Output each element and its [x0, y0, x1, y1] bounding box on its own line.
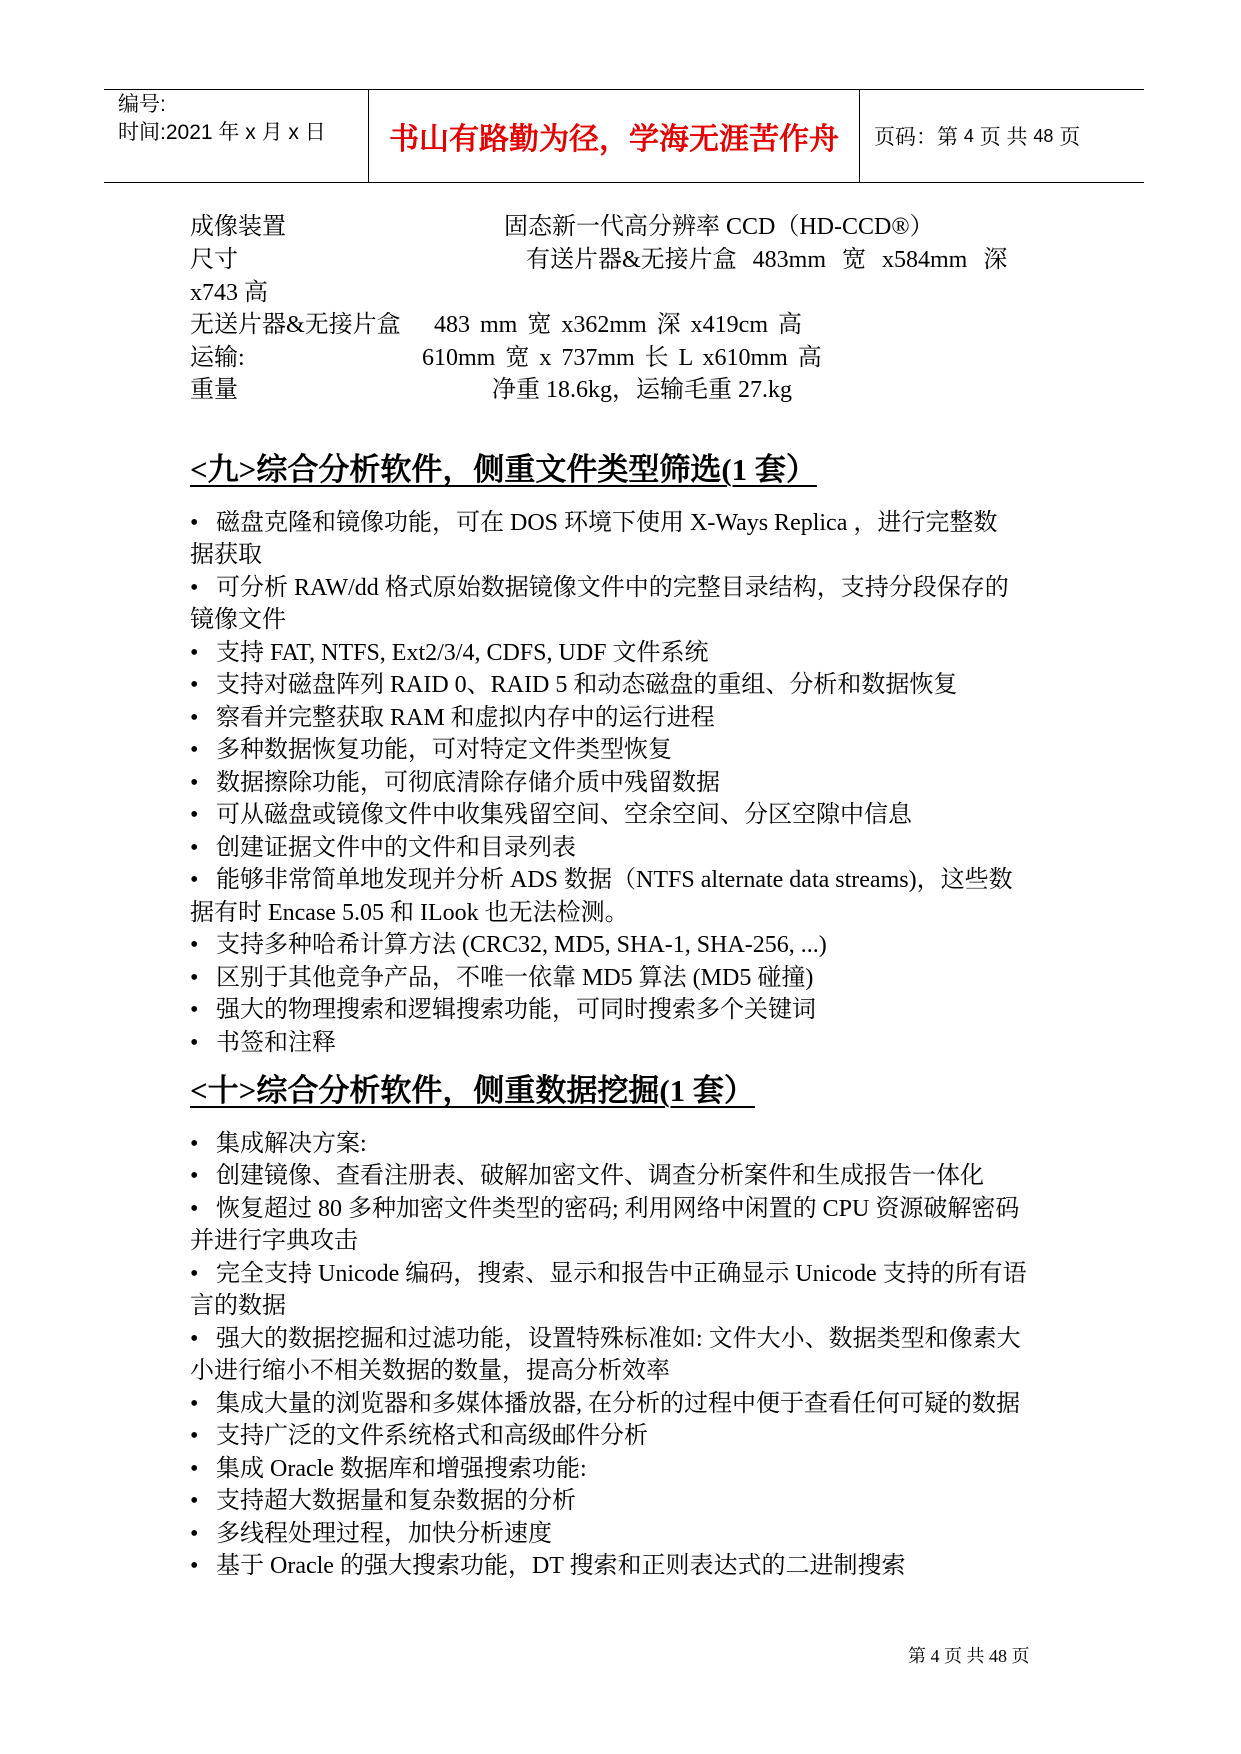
document-time [118, 119, 326, 147]
spec-row [190, 310, 802, 340]
list-item [190, 930, 827, 960]
bullet: • [190, 1553, 199, 1579]
bullet: • [190, 835, 199, 861]
spec-label: 尺寸 [190, 247, 238, 273]
list-item [190, 573, 1009, 603]
spec-row [190, 212, 934, 242]
list-item [190, 703, 715, 733]
bullet: • [190, 640, 199, 666]
list-item [190, 1129, 367, 1159]
list-item [190, 1194, 1019, 1224]
spec-label: 运输: [190, 345, 245, 371]
bullet: • [190, 965, 199, 991]
spec-row [190, 245, 1008, 275]
list-item [190, 1454, 587, 1484]
header-motto: 书山有路勤为径，学海无涯苦作舟 [389, 123, 839, 156]
list-item-text: 察看并完整获取 RAM 和虚拟内存中的运行进程 [216, 705, 715, 731]
bullet: • [190, 997, 199, 1023]
spec-value: x743 高 [190, 280, 268, 306]
bullet: • [190, 1261, 199, 1287]
list-item-text: 支持对磁盘阵列 RAID 0、RAID 5 和动态磁盘的重组、分析和数据恢复 [216, 672, 958, 698]
list-item [190, 1028, 336, 1058]
time-label: 时间: [118, 121, 166, 144]
list-item-text: 支持多种哈希计算方法 (CRC32, MD5, SHA-1, SHA-256, ...) [216, 932, 827, 958]
bullet: • [190, 770, 199, 796]
list-item-text: 强大的数据挖掘和过滤功能，设置特殊标准如: 文件大小、数据类型和像素大 [216, 1326, 1021, 1352]
list-item-text: 多种数据恢复功能，可对特定文件类型恢复 [216, 737, 672, 763]
list-item-text: 多线程处理过程，加快分析速度 [216, 1521, 552, 1547]
list-item-text: 创建镜像、查看注册表、破解加密文件、调查分析案件和生成报告一体化 [216, 1163, 984, 1189]
bullet: • [190, 1030, 199, 1056]
section-9-heading: <九>综合分析软件，侧重文件类型筛选(1 套） [190, 452, 817, 487]
time-value: 2021 年 x 月 x 日 [165, 121, 326, 144]
list-item [190, 1161, 984, 1191]
list-item-text: 集成大量的浏览器和多媒体播放器, 在分析的过程中便于查看任何可疑的数据 [216, 1391, 1020, 1417]
list-item [190, 1389, 1020, 1419]
bullet: • [190, 672, 199, 698]
bullet: • [190, 1488, 199, 1514]
list-item-text: 集成解决方案: [216, 1131, 367, 1157]
bullet: • [190, 1326, 199, 1352]
list-item-text: 书签和注释 [216, 1030, 336, 1056]
bullet: • [190, 1456, 199, 1482]
list-item-continuation: 据有时 Encase 5.05 和 ILook 也无法检测。 [190, 900, 629, 926]
list-item [190, 1519, 552, 1549]
list-item-text: 能够非常简单地发现并分析 ADS 数据（NTFS alternate data streams)，这些数 [216, 867, 1013, 893]
bullet: • [190, 1163, 199, 1189]
bullet: • [190, 575, 199, 601]
page-prefix: 页码：第 [874, 126, 958, 149]
page-number: 4 [963, 125, 974, 146]
bullet: • [190, 802, 199, 828]
list-item [190, 735, 672, 765]
list-item-continuation: 言的数据 [190, 1293, 286, 1319]
list-item-text: 基于 Oracle 的强大搜索功能，DT 搜索和正则表达式的二进制搜索 [216, 1553, 906, 1579]
document-number-label: 编号: [118, 93, 166, 116]
bullet: • [190, 1131, 199, 1157]
list-item [190, 995, 816, 1025]
page-footer: 第 4 页 共 48 页 [908, 1646, 1030, 1666]
bullet: • [190, 1423, 199, 1449]
list-item-text: 可分析 RAW/dd 格式原始数据镜像文件中的完整目录结构，支持分段保存的 [216, 575, 1009, 601]
header-divider-right [859, 89, 860, 183]
list-item-continuation: 据获取 [190, 542, 262, 568]
spec-value: 483 mm 宽 x362mm 深 x419cm 高 [434, 312, 802, 338]
list-item-text: 集成 Oracle 数据库和增强搜索功能: [216, 1456, 587, 1482]
list-item [190, 833, 576, 863]
page-total: 48 [1033, 125, 1054, 146]
list-item [190, 865, 1013, 895]
spec-value: 固态新一代高分辨率 CCD（HD-CCD®） [504, 214, 934, 240]
list-item [190, 1421, 648, 1451]
bullet: • [190, 867, 199, 893]
spec-row [190, 343, 822, 373]
spec-value: 有送片器&无接片盒 483mm 宽 x584mm 深 [526, 247, 1008, 273]
header-left-cell [118, 91, 326, 147]
list-item-text: 数据擦除功能，可彻底清除存储介质中残留数据 [216, 770, 720, 796]
bullet: • [190, 1521, 199, 1547]
bullet: • [190, 705, 199, 731]
bullet: • [190, 932, 199, 958]
list-item-text: 可从磁盘或镜像文件中收集残留空间、空余空间、分区空隙中信息 [216, 802, 912, 828]
list-item-text: 区别于其他竞争产品，不唯一依靠 MD5 算法 (MD5 碰撞) [216, 965, 814, 991]
spec-row [190, 375, 792, 405]
list-item [190, 1324, 1021, 1354]
list-item [190, 508, 997, 538]
list-item-text: 创建证据文件中的文件和目录列表 [216, 835, 576, 861]
page-suffix: 页 [1059, 126, 1081, 149]
bullet: • [190, 1196, 199, 1222]
header-page-info [874, 89, 1080, 183]
list-item-text: 恢复超过 80 多种加密文件类型的密码; 利用网络中闲置的 CPU 资源破解密码 [216, 1196, 1020, 1222]
spec-row [190, 278, 268, 308]
spec-label: 成像装置 [190, 214, 286, 240]
list-item-text: 强大的物理搜索和逻辑搜索功能，可同时搜索多个关键词 [216, 997, 816, 1023]
list-item [190, 1551, 906, 1581]
page-mid: 页 共 [979, 126, 1028, 149]
spec-label: 无送片器&无接片盒 [190, 312, 401, 338]
section-10-heading: <十>综合分析软件，侧重数据挖掘(1 套） [190, 1073, 755, 1108]
bullet: • [190, 737, 199, 763]
list-item-text: 支持广泛的文件系统格式和高级邮件分析 [216, 1423, 648, 1449]
list-item [190, 800, 912, 830]
bullet: • [190, 510, 199, 536]
page-header [104, 89, 1144, 183]
list-item-continuation: 镜像文件 [190, 607, 286, 633]
list-item [190, 670, 957, 700]
list-item [190, 638, 709, 668]
spec-value: 610mm 宽 x 737mm 长 L x610mm 高 [422, 345, 822, 371]
list-item-continuation: 并进行字典攻击 [190, 1228, 358, 1254]
spec-label: 重量 [190, 377, 238, 403]
list-item-text: 支持超大数据量和复杂数据的分析 [216, 1488, 576, 1514]
list-item [190, 1486, 576, 1516]
list-item-text: 完全支持 Unicode 编码，搜索、显示和报告中正确显示 Unicode 支持的所有语 [216, 1261, 1027, 1287]
list-item [190, 1259, 1027, 1289]
list-item [190, 963, 813, 993]
list-item-continuation: 小进行缩小不相关数据的数量，提高分析效率 [190, 1358, 670, 1384]
bullet: • [190, 1391, 199, 1417]
spec-value: 净重 18.6kg，运输毛重 27.kg [492, 377, 792, 403]
list-item-text: 磁盘克隆和镜像功能，可在 DOS 环境下使用 X-Ways Replica ，进行完整数 [216, 510, 998, 536]
list-item [190, 768, 720, 798]
list-item-text: 支持 FAT, NTFS, Ext2/3/4, CDFS, UDF 文件系统 [216, 640, 709, 666]
